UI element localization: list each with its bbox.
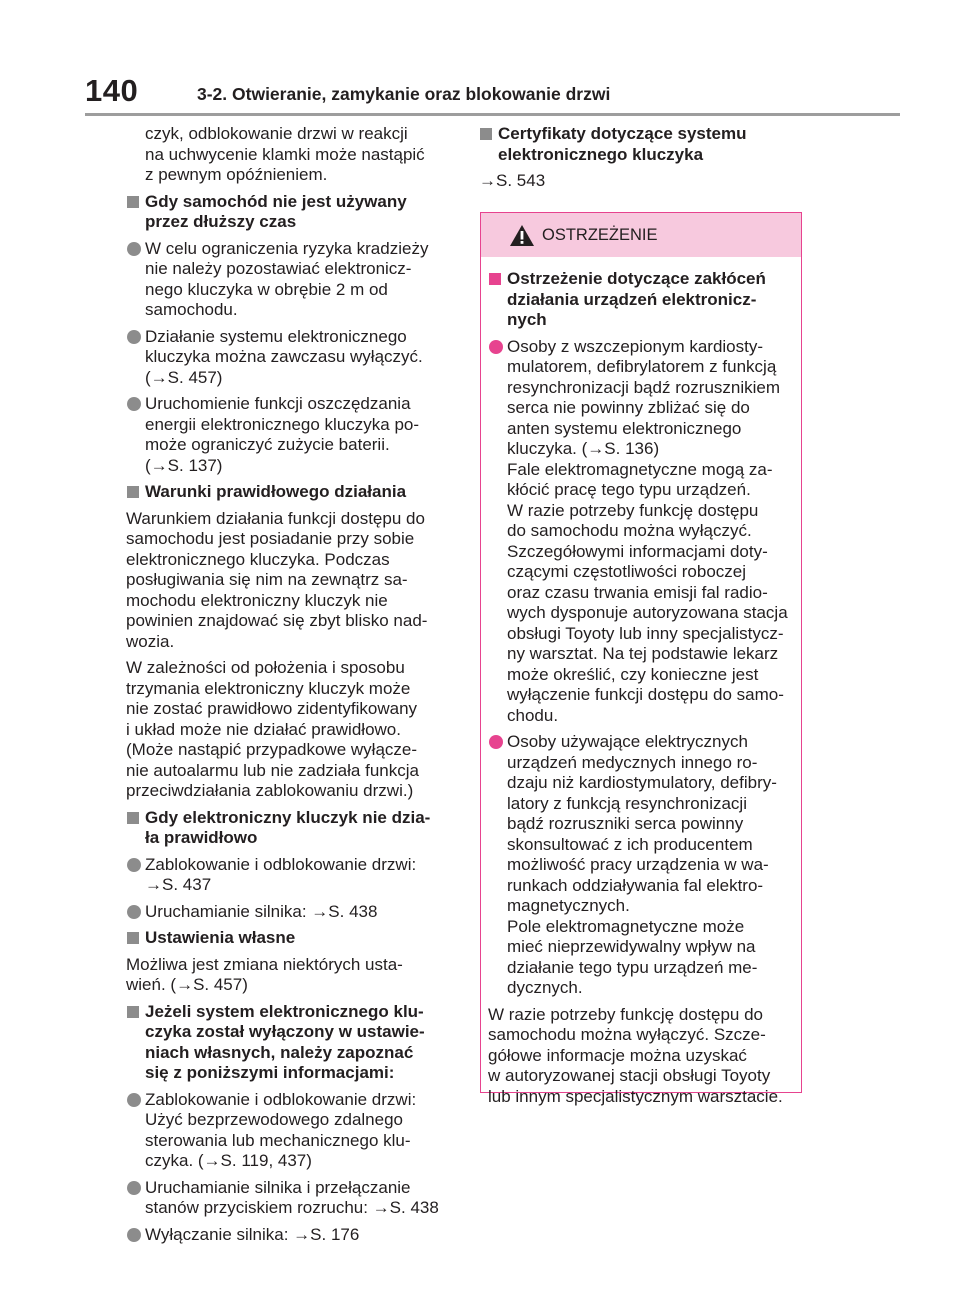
text-line: chodu. — [507, 705, 559, 725]
text-line: na uchwycenie klamki może nastąpić — [145, 144, 425, 164]
text-line: nie zostać prawidłowo zidentyfikowany — [126, 699, 418, 718]
text-line: W razie potrzeby funkcję dostępu — [507, 500, 759, 520]
text-line: z pewnym opóźnieniem. — [145, 165, 328, 184]
left-column — [126, 124, 456, 1251]
text-line: nie należy pozostawiać elektronicz- — [145, 259, 412, 278]
heading-custom-settings — [126, 928, 456, 949]
text-line: lub innym specjalistycznym warsztacie. — [488, 1086, 783, 1106]
text-line: Gdy elektroniczny kluczyk nie dzia- — [145, 807, 431, 827]
text-line: czącymi częstotliwości roboczej — [507, 562, 747, 581]
text-line: Uruchamianie silnika: →S. 438 — [145, 901, 378, 921]
text-line: nych — [507, 310, 547, 329]
warning-heading — [488, 269, 793, 331]
text-line: wyłączenie funkcji dostępu do samo- — [507, 685, 784, 704]
text-line: anten systemu elektronicznego — [507, 418, 742, 438]
right-column — [479, 124, 804, 198]
text-line: obsługi Toyoty lub inny specjalistycz- — [507, 623, 784, 643]
text-line: nego kluczyka w obrębie 2 m od — [145, 279, 388, 299]
text-line: Warunkiem działania funkcji dostępu do — [126, 508, 425, 528]
text-line: →S. 437 — [145, 875, 212, 894]
text-line: Pole elektromagnetyczne może — [507, 916, 745, 936]
text-line: energii elektronicznego kluczyka po- — [145, 414, 420, 434]
text-line: nie autoalarmu lub nie zadziała funkcja — [126, 760, 419, 780]
text-line: ny warsztat. Na tej podstawie lekarz — [507, 644, 779, 663]
text-line: Działanie systemu elektronicznego — [145, 326, 407, 346]
text-line: mulatorem, defibrylatorem z funkcją — [507, 357, 777, 376]
warning-closing-paragraph — [488, 1005, 793, 1108]
text-line: W zależności od położenia i sposobu — [126, 658, 405, 677]
text-line: kluczyka można zawczasu wyłączyć. — [145, 347, 423, 366]
text-line: resynchronizacji bądź rozrusznikiem — [507, 377, 781, 397]
circle-bullet-icon — [127, 242, 141, 256]
text-line: przeciwdziałania zablokowaniu drzwi.) — [126, 781, 414, 800]
bullet-engine-switch-modes — [126, 1178, 456, 1219]
text-line: W celu ograniczenia ryzyka kradzieży — [145, 238, 429, 258]
text-line: (→S. 457) — [145, 367, 223, 387]
text-line: Zablokowanie i odblokowanie drzwi: — [145, 1089, 417, 1109]
text-line: ła prawidłowo — [145, 828, 258, 847]
circle-bullet-icon — [127, 1093, 141, 1107]
circle-bullet-icon — [127, 858, 141, 872]
paragraph-custom-settings — [126, 955, 456, 996]
text-line: (→S. 137) — [145, 455, 223, 475]
bullet-lock-unlock-remote — [126, 1090, 456, 1172]
text-line: skonsultować z ich producentem — [507, 834, 753, 854]
text-line: Uruchamianie silnika i przełączanie — [145, 1177, 411, 1197]
text-line: runkach oddziaływania fal elektro- — [507, 875, 764, 895]
text-line: Szczegółowymi informacjami doty- — [507, 541, 768, 561]
text-line: gółowe informacje można uzyskać — [488, 1045, 747, 1065]
warning-bullet-pacemakers — [488, 337, 793, 727]
bullet-engine-stop — [126, 1225, 456, 1246]
text-line: latory z funkcją resynchronizacji — [507, 793, 747, 813]
circle-bullet-icon — [127, 1228, 141, 1242]
circle-bullet-icon — [127, 330, 141, 344]
text-line: niach własnych, należy zapoznać — [145, 1042, 414, 1062]
warning-title: OSTRZEŻENIE — [542, 226, 658, 244]
square-marker-icon — [127, 1006, 139, 1018]
circle-bullet-icon — [489, 340, 503, 354]
text-line: dzaju niż kardiostymulatory, defibry- — [507, 773, 777, 792]
text-line: czyka został wyłączony w ustawie- — [145, 1022, 425, 1041]
text-line: wozia. — [126, 631, 175, 651]
page-number: 140 — [85, 73, 139, 108]
text-line: Ustawienia własne — [145, 928, 296, 947]
text-line: wych dysponuje autoryzowana stacja — [507, 603, 788, 622]
text-line: Jeżeli system elektronicznego klu- — [145, 1001, 424, 1021]
square-marker-icon — [127, 196, 139, 208]
text-line: trzymania elektroniczny kluczyk może — [126, 678, 411, 698]
text-line: posługiwania się nim na zewnątrz sa- — [126, 570, 408, 589]
text-line: sterowania lub mechanicznego klu- — [145, 1130, 411, 1150]
text-line: wień. (→S. 457) — [126, 975, 248, 994]
heading-key-malfunction — [126, 808, 456, 849]
text-line: samochodu. — [145, 300, 238, 319]
text-line: przez dłuższy czas — [145, 212, 297, 231]
text-line: magnetycznych. — [507, 896, 630, 915]
circle-bullet-icon — [127, 397, 141, 411]
square-marker-icon — [480, 128, 492, 140]
text-line: Certyfikaty dotyczące systemu — [498, 124, 747, 143]
text-line: Zablokowanie i odblokowanie drzwi: — [145, 854, 417, 874]
heading-system-disabled — [126, 1002, 456, 1084]
text-line: mochodu elektroniczny kluczyk nie — [126, 590, 388, 610]
circle-bullet-icon — [127, 1181, 141, 1195]
text-line: Gdy samochód nie jest używany — [145, 191, 407, 211]
text-line: urządzeń medycznych innego ro- — [507, 752, 758, 772]
bullet-battery-saving — [126, 394, 456, 476]
warning-bullet-medical-devices — [488, 732, 793, 999]
text-line: kłócić pracę tego typu urządzeń. — [507, 480, 751, 499]
text-line: (Może nastąpić przypadkowe wyłącze- — [126, 740, 418, 759]
text-line: oraz czasu trwania emisji fal radio- — [507, 582, 768, 602]
text-line: może określić, czy konieczne jest — [507, 664, 759, 684]
text-line: Użyć bezprzewodowego zdalnego — [145, 1110, 403, 1129]
text-line: samochodu można wyłączyć. Szcze- — [488, 1025, 766, 1044]
heading-certificates — [479, 124, 804, 165]
section-title: 3-2. Otwieranie, zamykanie oraz blokowanie drzwi — [197, 84, 611, 104]
text-line: Ostrzeżenie dotyczące zakłóceń — [507, 269, 766, 288]
text-line: samochodu jest posiadanie przy sobie — [126, 529, 415, 548]
text-line: kluczyka. (→S. 136) — [507, 439, 660, 458]
bullet-lock-unlock — [126, 855, 456, 896]
text-line: Osoby z wszczepionym kardiosty- — [507, 336, 764, 356]
square-marker-icon — [489, 273, 501, 285]
text-line: czyk, odblokowanie drzwi w reakcji — [145, 124, 408, 143]
text-line: Fale elektromagnetyczne mogą za- — [507, 459, 773, 479]
square-marker-icon — [127, 486, 139, 498]
text-line: powinien znajdować się zbyt blisko nad- — [126, 611, 428, 630]
text-line: czyka. (→S. 119, 437) — [145, 1151, 312, 1170]
heading-unused-long-time — [126, 192, 456, 233]
intro-paragraph — [126, 124, 456, 186]
certificates-reference: →S. 543 — [479, 171, 546, 190]
warning-triangle-icon — [509, 224, 535, 247]
paragraph-key-position — [126, 658, 456, 802]
bullet-engine-start — [126, 902, 456, 923]
text-line: możliwość pracy urządzenia w wa- — [507, 855, 769, 874]
text-line: w autoryzowanej stacji obsługi Toyoty — [488, 1066, 771, 1085]
square-marker-icon — [127, 932, 139, 944]
text-line: mieć nieprzewidywalny wpływ na — [507, 937, 756, 956]
text-line: serca nie powinny zbliżać się do — [507, 398, 750, 417]
text-line: elektronicznego kluczyka — [498, 144, 704, 164]
circle-bullet-icon — [489, 735, 503, 749]
text-line: stanów przyciskiem rozruchu: →S. 438 — [145, 1198, 439, 1217]
bullet-theft-risk — [126, 239, 456, 321]
text-line: W razie potrzeby funkcję dostępu do — [488, 1004, 763, 1024]
warning-box — [480, 212, 802, 1106]
text-line: działania urządzeń elektronicz- — [507, 289, 757, 309]
text-line: dycznych. — [507, 978, 583, 997]
text-line: bądź rozruszniki serca powinny — [507, 814, 744, 833]
heading-proper-operation — [126, 482, 456, 503]
text-line: Osoby używające elektrycznych — [507, 732, 748, 751]
square-marker-icon — [127, 812, 139, 824]
warning-body — [481, 257, 801, 1107]
text-line: może ograniczyć zużycie baterii. — [145, 435, 390, 454]
text-line: działanie tego typu urządzeń me- — [507, 957, 758, 977]
text-line: Warunki prawidłowego działania — [145, 482, 407, 501]
circle-bullet-icon — [127, 905, 141, 919]
warning-header — [481, 213, 801, 257]
header-rule — [85, 113, 900, 116]
text-line: do samochodu można wyłączyć. — [507, 521, 752, 540]
text-line: Wyłączanie silnika: →S. 176 — [145, 1224, 360, 1244]
text-line: Uruchomienie funkcji oszczędzania — [145, 394, 411, 413]
bullet-disable-system — [126, 327, 456, 389]
text-line: się z poniższymi informacjami: — [145, 1063, 395, 1082]
text-line: elektronicznego kluczyka. Podczas — [126, 549, 390, 569]
paragraph-operation-condition — [126, 509, 456, 653]
text-line: i układ może nie działać prawidłowo. — [126, 719, 401, 739]
text-line: Możliwa jest zmiana niektórych usta- — [126, 954, 403, 974]
